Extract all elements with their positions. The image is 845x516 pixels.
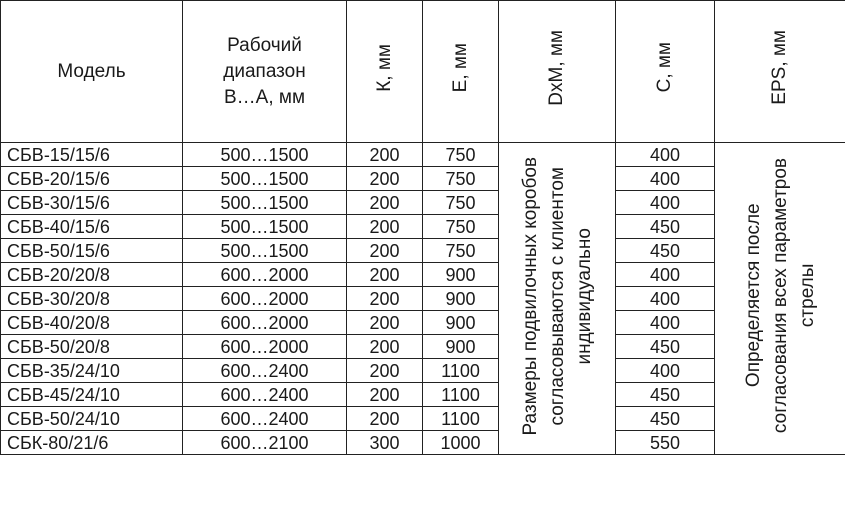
header-e: Е, мм <box>423 1 499 143</box>
cell-k: 200 <box>347 383 423 407</box>
cell-model: СБВ-35/24/10 <box>1 359 183 383</box>
cell-e: 900 <box>423 311 499 335</box>
cell-c: 450 <box>616 335 715 359</box>
cell-eps-note <box>715 143 845 455</box>
dxm-note-line2: согласовываются с клиентом <box>546 166 568 426</box>
cell-e: 750 <box>423 239 499 263</box>
cell-model: СБВ-45/24/10 <box>1 383 183 407</box>
cell-range: 500…1500 <box>183 167 347 191</box>
cell-e: 900 <box>423 335 499 359</box>
cell-k: 200 <box>347 191 423 215</box>
cell-model: СБВ-40/15/6 <box>1 215 183 239</box>
header-row <box>1 1 845 143</box>
cell-model: СБВ-40/20/8 <box>1 311 183 335</box>
cell-c: 400 <box>616 167 715 191</box>
cell-model: СБВ-20/15/6 <box>1 167 183 191</box>
cell-range: 600…2000 <box>183 263 347 287</box>
cell-k: 200 <box>347 143 423 167</box>
header-c: С, мм <box>616 1 715 143</box>
cell-e: 900 <box>423 287 499 311</box>
cell-range: 600…2000 <box>183 335 347 359</box>
header-range-line3: В…А, мм <box>223 86 306 108</box>
cell-k: 200 <box>347 335 423 359</box>
cell-e: 750 <box>423 143 499 167</box>
cell-e: 1100 <box>423 359 499 383</box>
cell-model: СБВ-30/15/6 <box>1 191 183 215</box>
header-eps: EPS, мм <box>715 1 845 143</box>
cell-k: 300 <box>347 431 423 455</box>
cell-e: 750 <box>423 167 499 191</box>
cell-e: 750 <box>423 215 499 239</box>
cell-range: 600…2100 <box>183 431 347 455</box>
cell-range: 600…2000 <box>183 311 347 335</box>
cell-range: 600…2400 <box>183 359 347 383</box>
cell-model: СБВ-50/20/8 <box>1 335 183 359</box>
cell-k: 200 <box>347 167 423 191</box>
cell-e: 1100 <box>423 383 499 407</box>
cell-range: 500…1500 <box>183 215 347 239</box>
cell-k: 200 <box>347 359 423 383</box>
cell-e: 1100 <box>423 407 499 431</box>
cell-range: 600…2400 <box>183 407 347 431</box>
header-dxm: DxM, мм <box>499 1 616 143</box>
cell-dxm-note <box>499 143 616 455</box>
cell-k: 200 <box>347 215 423 239</box>
cell-c: 550 <box>616 431 715 455</box>
cell-range: 500…1500 <box>183 239 347 263</box>
cell-model: СБВ-50/24/10 <box>1 407 183 431</box>
cell-model: СБВ-15/15/6 <box>1 143 183 167</box>
header-range-line1: Рабочий <box>227 34 302 56</box>
table-body <box>1 143 845 455</box>
header-range-line2: диапазон <box>223 60 306 82</box>
cell-range: 600…2000 <box>183 287 347 311</box>
cell-c: 400 <box>616 191 715 215</box>
eps-note-line2: согласования всех параметров <box>769 158 791 434</box>
header-range <box>183 1 347 143</box>
cell-k: 200 <box>347 287 423 311</box>
cell-k: 200 <box>347 239 423 263</box>
cell-c: 400 <box>616 359 715 383</box>
cell-c: 450 <box>616 215 715 239</box>
cell-c: 400 <box>616 263 715 287</box>
cell-e: 750 <box>423 191 499 215</box>
cell-range: 500…1500 <box>183 191 347 215</box>
cell-c: 450 <box>616 239 715 263</box>
cell-e: 900 <box>423 263 499 287</box>
dxm-note-line1: Размеры подвилочных коробов <box>519 156 541 436</box>
cell-e: 1000 <box>423 431 499 455</box>
cell-k: 200 <box>347 311 423 335</box>
cell-c: 450 <box>616 407 715 431</box>
cell-c: 400 <box>616 143 715 167</box>
cell-k: 200 <box>347 263 423 287</box>
table-row <box>1 143 845 167</box>
cell-model: СБВ-50/15/6 <box>1 239 183 263</box>
header-model: Модель <box>1 1 183 143</box>
cell-model: СБВ-20/20/8 <box>1 263 183 287</box>
eps-note-line1: Определяется после <box>742 204 764 388</box>
cell-range: 600…2400 <box>183 383 347 407</box>
cell-model: СБВ-30/20/8 <box>1 287 183 311</box>
cell-model: СБК-80/21/6 <box>1 431 183 455</box>
cell-range: 500…1500 <box>183 143 347 167</box>
eps-note-line3: стрелы <box>796 264 818 328</box>
cell-c: 450 <box>616 383 715 407</box>
header-k: К, мм <box>347 1 423 143</box>
cell-c: 400 <box>616 311 715 335</box>
dxm-note-line3: индивидуально <box>573 227 595 365</box>
cell-k: 200 <box>347 407 423 431</box>
cell-c: 400 <box>616 287 715 311</box>
